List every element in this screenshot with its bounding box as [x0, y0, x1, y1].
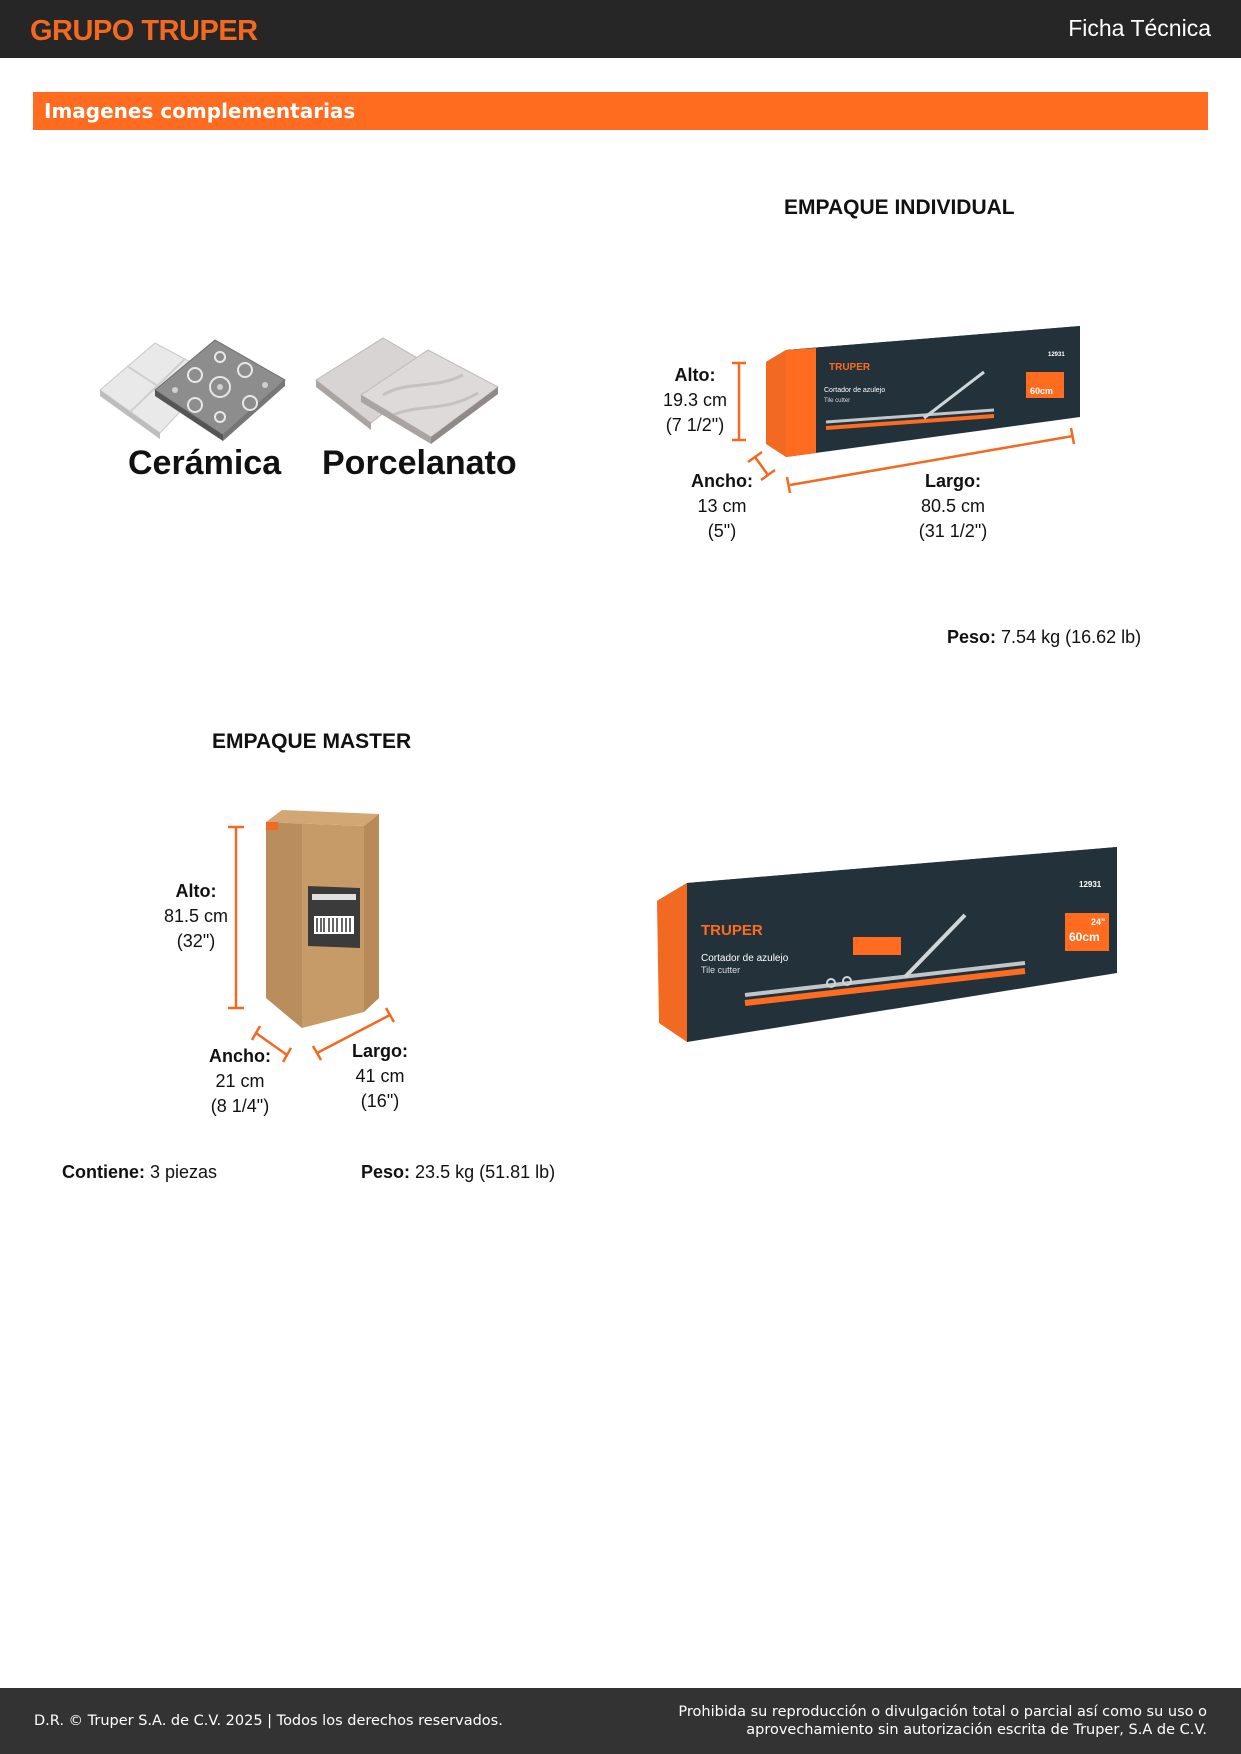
product-box-large-image — [655, 845, 1120, 1045]
section-title: Imagenes complementarias — [44, 99, 356, 123]
ceramica-label: Cerámica — [128, 444, 282, 482]
master-weight: Peso: 23.5 kg (51.81 lb) — [361, 1162, 556, 1182]
individual-weight: Peso: 7.54 kg (16.62 lb) — [947, 627, 1142, 647]
master-contents: Contiene: 3 piezas — [62, 1162, 218, 1182]
large-box-product-en-text: Tile cutter — [701, 965, 741, 975]
master-largo-label: Largo: 41 cm (16") — [352, 1041, 408, 1111]
page-footer — [0, 1688, 1241, 1754]
footer-legal-notice: Prohibida su reproducción o divulgación total o parcial así como su uso o aprovechamiento sin autorización escrita de Truper, S.A de C.V. — [678, 1704, 1207, 1738]
large-box-code-text: 12931 — [1079, 880, 1102, 889]
brand-logo: GRUPO TRUPER — [30, 15, 258, 47]
box-size-text: 60cm — [1030, 386, 1054, 396]
large-box-product-text: Cortador de azulejo — [701, 953, 789, 964]
individual-alto-label: Alto: 19.3 cm (7 1/2") — [662, 365, 728, 435]
box-product-en-text: Tile cutter — [824, 398, 851, 404]
box-brand-text: TRUPER — [829, 362, 871, 373]
individual-largo-label: Largo: 80.5 cm (31 1/2") — [918, 471, 988, 541]
footer-copyright: D.R. © Truper S.A. de C.V. 2025 | Todos los derechos reservados. — [34, 1713, 503, 1729]
box-code-text: 12931 — [1048, 352, 1065, 358]
large-box-size-text: 60cm — [1069, 930, 1100, 944]
box-product-text: Cortador de azulejo — [824, 387, 886, 394]
master-package-heading: EMPAQUE MASTER — [212, 730, 412, 753]
porcelanato-label: Porcelanato — [322, 444, 517, 482]
large-box-brand-text: TRUPER — [701, 922, 763, 939]
master-alto-label: Alto: 81.5 cm (32") — [163, 881, 229, 951]
master-ancho-label: Ancho: 21 cm (8 1/4") — [209, 1046, 271, 1116]
large-box-inches-text: 24" — [1091, 917, 1106, 927]
individual-ancho-label: Ancho: 13 cm (5") — [691, 471, 753, 541]
individual-package-heading: EMPAQUE INDIVIDUAL — [784, 196, 1015, 219]
document-title: Ficha Técnica — [1068, 15, 1211, 41]
